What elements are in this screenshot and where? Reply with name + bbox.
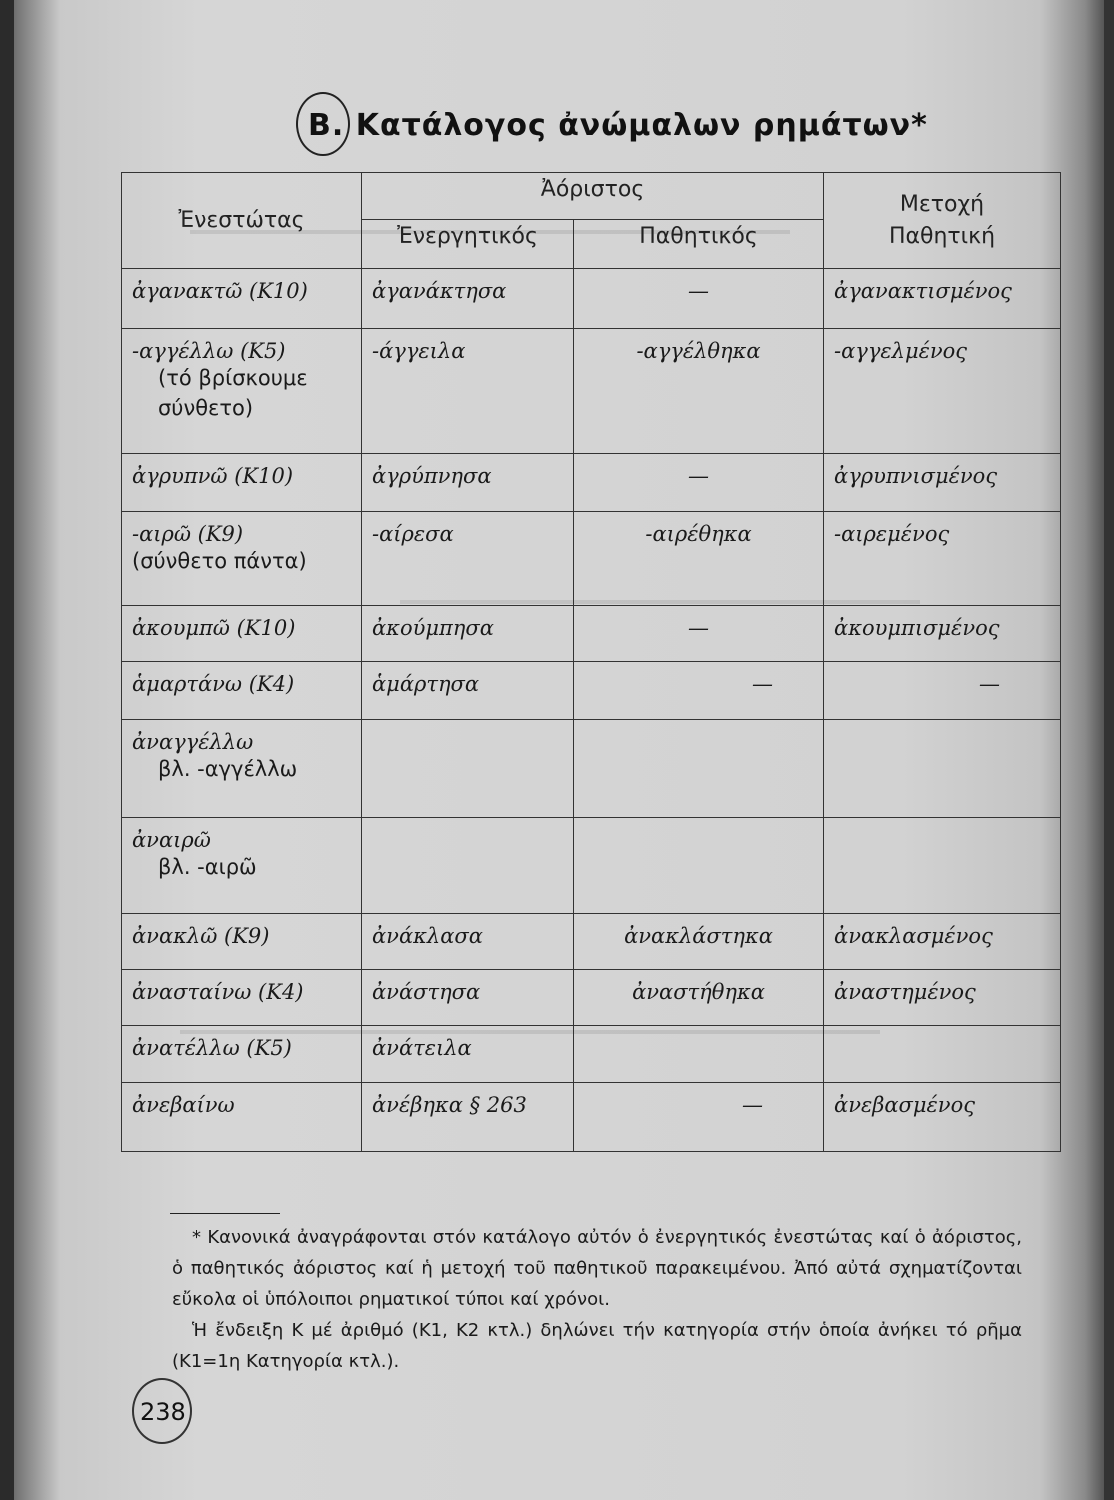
header-participle-1: Μετοχή [899,191,985,217]
footnote-paragraph: * Κανονικά ἀναγράφονται στόν κατάλογο αὐτόν ὁ ἐνεργητικός ἐνεστώτας καί ὁ ἀόριστος, ὁ παθητικός ἀόριστος καί ἡ μετοχή τοῦ παθητικοῦ παρακειμένου. Ἀπό αὐτά σχηματίζονται εὔκολα οἱ ὑπόλοιποι ρηματικοί τύποι καί χρόνοι. [172,1227,1022,1310]
passive-cell: -αγγέλθηκα [574,329,824,454]
active-cell [362,818,574,914]
active-cell: ἀνέβηκα § 263 [362,1083,574,1152]
page-title: Β. Κατάλογος ἀνώμαλων ρημάτων* [308,108,928,143]
page-number: 238 [140,1398,186,1426]
active-cell: ἀνάκλασα [362,914,574,970]
participle-cell: — [824,662,1061,720]
table-row [122,818,1061,914]
table-row [122,454,1061,512]
present-cell: ἁμαρτάνω (Κ4) [122,662,362,720]
header-active: Ἐνεργητικός [362,220,574,269]
header-aorist: Ἀόριστος [362,173,824,220]
passive-cell: — [574,606,824,662]
participle-cell [824,818,1061,914]
table-row [122,1026,1061,1083]
table-row [122,512,1061,606]
irregular-verbs-table [121,172,1061,1152]
participle-cell: ἀκουμπισμένος [824,606,1061,662]
passive-cell: ἀναστήθηκα [574,970,824,1026]
table-row [122,1083,1061,1152]
participle-cell: -αιρεμένος [824,512,1061,606]
active-cell: ἀνάτειλα [362,1026,574,1083]
participle-cell [824,1026,1061,1083]
present-form: -αγγέλλω (Κ5) [132,339,286,363]
header-passive: Παθητικός [574,220,824,269]
table-row [122,329,1061,454]
present-note: (τό βρίσκουμε [158,366,308,390]
active-cell: ἀγρύπνησα [362,454,574,512]
passive-cell: — [574,1083,824,1152]
table-row [122,720,1061,818]
passive-cell: ἀνακλάστηκα [574,914,824,970]
active-cell: -άγγειλα [362,329,574,454]
book-spine-shadow [0,0,14,1500]
present-note: βλ. -αιρῶ [158,855,257,879]
participle-cell [824,720,1061,818]
present-cell: ἀνεβαίνω [122,1083,362,1152]
present-note: βλ. -αγγέλλω [158,757,298,781]
active-cell: -αίρεσα [362,512,574,606]
present-note: (σύνθετο πάντα) [132,549,307,573]
active-cell: ἁμάρτησα [362,662,574,720]
participle-cell: ἀνεβασμένος [824,1083,1061,1152]
footnote [172,1222,1022,1377]
participle-cell: ἀγανακτισμένος [824,269,1061,329]
passive-cell: — [574,662,824,720]
active-cell: ἀκούμπησα [362,606,574,662]
passive-cell: — [574,454,824,512]
page-edge-shadow [1104,0,1114,1500]
present-form: ἀναγγέλλω [132,730,254,754]
passive-cell [574,720,824,818]
passive-cell [574,1026,824,1083]
passive-cell [574,818,824,914]
header-participle-2: Παθητική [888,223,996,249]
passive-cell: — [574,269,824,329]
participle-cell: ἀγρυπνισμένος [824,454,1061,512]
table-row [122,269,1061,329]
present-form: ἀναιρῶ [132,828,211,852]
table-row [122,606,1061,662]
present-cell: ἀνατέλλω (Κ5) [122,1026,362,1083]
active-cell: ἀνάστησα [362,970,574,1026]
present-cell: ἀνακλῶ (Κ9) [122,914,362,970]
header-participle [824,173,1061,269]
present-cell: ἀνασταίνω (Κ4) [122,970,362,1026]
active-cell [362,720,574,818]
present-cell [122,818,362,914]
present-cell [122,720,362,818]
present-cell: ἀκουμπῶ (Κ10) [122,606,362,662]
present-cell: ἀγρυπνῶ (Κ10) [122,454,362,512]
present-note: σύνθετο) [158,396,254,420]
active-cell: ἀγανάκτησα [362,269,574,329]
header-row [122,173,1061,220]
table-row [122,914,1061,970]
present-cell [122,512,362,606]
footnote-paragraph: Ἡ ἔνδειξη Κ μέ ἀριθμό (Κ1, Κ2 κτλ.) δηλώνει τήν κατηγορία στήν ὁποία ἀνήκει τό ρῆμα (Κ1=1η Κατηγορία κτλ.). [172,1320,1022,1372]
participle-cell: ἀναστημένος [824,970,1061,1026]
present-cell: ἀγανακτῶ (Κ10) [122,269,362,329]
present-cell [122,329,362,454]
footnote-divider [170,1213,280,1214]
header-present: Ἐνεστώτας [122,173,362,269]
table-row [122,970,1061,1026]
participle-cell: ἀνακλασμένος [824,914,1061,970]
participle-cell: -αγγελμένος [824,329,1061,454]
present-form: -αιρῶ (Κ9) [132,522,244,546]
passive-cell: -αιρέθηκα [574,512,824,606]
table-row [122,662,1061,720]
